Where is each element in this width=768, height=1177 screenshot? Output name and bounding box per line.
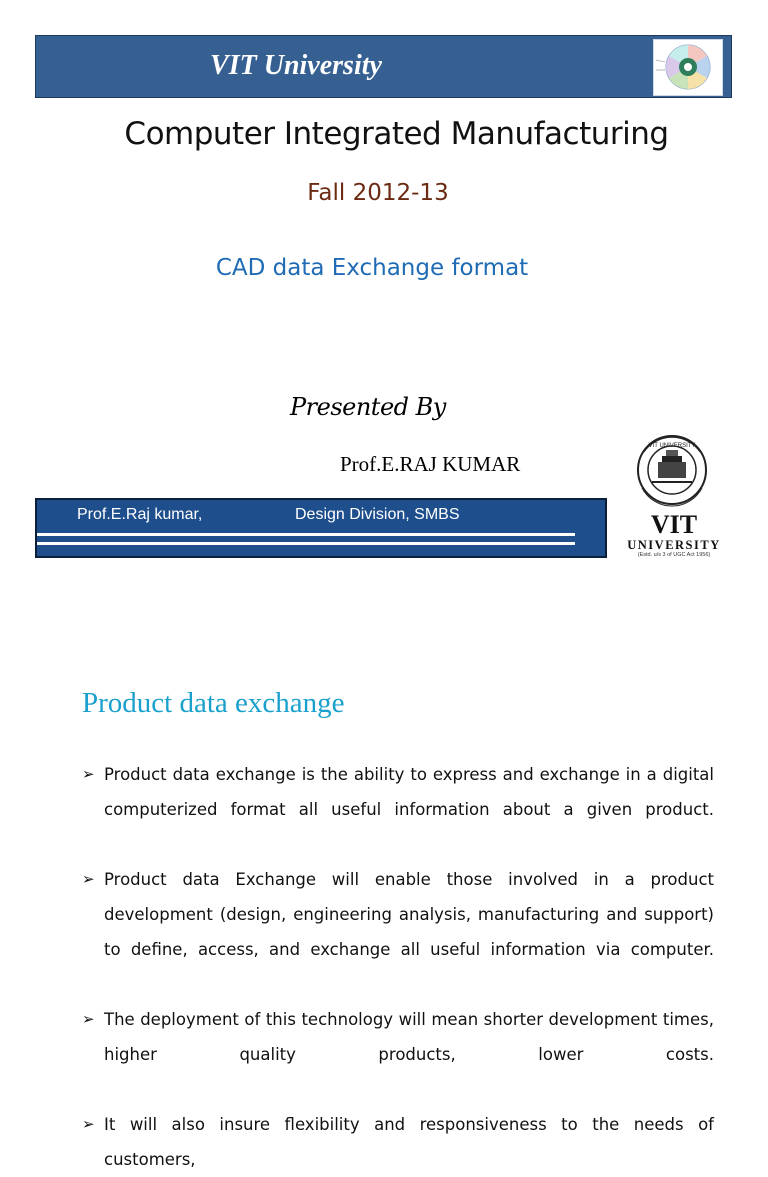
list-item [82, 1002, 714, 1107]
cim-wheel-logo [653, 39, 723, 96]
logo-estd-text: (Estd. u/s 3 of UGC Act 1956) [637, 552, 711, 558]
bullet-text: The deployment of this technology will mean shorter development times, higher quality products, lower costs. [104, 1010, 714, 1064]
bullet-text: Product data Exchange will enable those involved in a product development (design, engineering analysis, manufacturing and support) to define, access, and exchange all useful information via computer. [104, 870, 714, 959]
arrow-bullet-icon: ➢ [82, 1115, 95, 1133]
section-title: Product data exchange [82, 687, 345, 719]
bullet-text: It will also insure flexibility and responsiveness to the needs of customers, [104, 1115, 714, 1169]
vit-university-logo [622, 432, 732, 562]
arrow-bullet-icon: ➢ [82, 870, 95, 888]
bullet-text: Product data exchange is the ability to express and exchange in a digital computerized format all useful information about a given product. [104, 765, 714, 819]
footer-stripe [37, 533, 575, 536]
page-title: Computer Integrated Manufacturing [124, 116, 669, 152]
cim-wheel-icon [654, 40, 722, 95]
bullet-list [82, 757, 714, 1177]
list-item [82, 862, 714, 1002]
logo-vit-text: VIT [650, 510, 698, 539]
footer-author: Prof.E.Raj kumar, [77, 506, 203, 523]
footer-stripe [37, 542, 575, 545]
topic-subtitle: CAD data Exchange format [215, 255, 529, 281]
list-item [82, 1107, 714, 1177]
footer-band [35, 498, 607, 558]
term-label: Fall 2012-13 [307, 180, 449, 206]
arrow-bullet-icon: ➢ [82, 765, 95, 783]
seal-text: VIT UNIVERSITY [648, 443, 696, 449]
logo-university-text: UNIVERSITY [627, 538, 721, 552]
presented-by-label: Presented By [290, 393, 446, 421]
university-title: VIT University [210, 50, 382, 81]
header-banner [35, 35, 732, 98]
presenter-name: Prof.E.RAJ KUMAR [340, 452, 521, 476]
list-item [82, 757, 714, 862]
footer-department: Design Division, SMBS [295, 506, 460, 523]
arrow-bullet-icon: ➢ [82, 1010, 95, 1028]
